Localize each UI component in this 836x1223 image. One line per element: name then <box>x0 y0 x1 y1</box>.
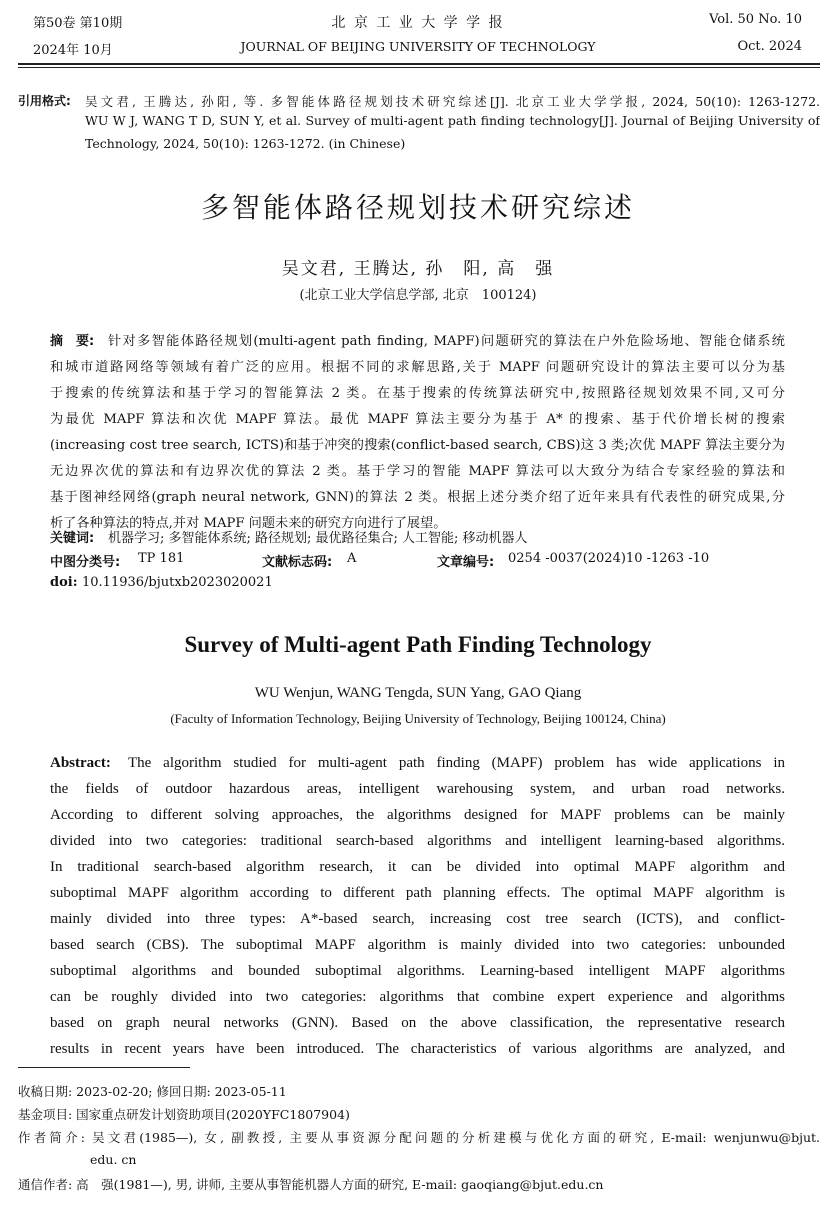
abstract-en-line: According to different solving approaches, the algorithms designed for MAPF problems can be mainly <box>50 807 785 823</box>
article-no-label: 文章编号: <box>437 555 495 570</box>
abstract-en-line: divided into two categories: traditional search-based algorithms and intelligent learning-based algorithms. <box>50 833 785 849</box>
corresponding-author: 通信作者: 高 强(1981—), 男, 讲师, 主要从事智能机器人方面的研究, E-mail: gaoqiang@bjut.edu.cn <box>18 1177 604 1192</box>
date-en: Oct. 2024 <box>737 39 802 54</box>
abstract-cn-line: 和城市道路网络等领域有着广泛的应用。根据不同的求解思路,关于 MAPF 问题研究设计的算法主要可以分为基 <box>50 360 785 375</box>
authors-en: WU Wenjun, WANG Tengda, SUN Yang, GAO Qiang <box>254 685 582 701</box>
article-no-value: 0254 -0037(2024)10 -1263 -10 <box>508 551 710 566</box>
author-bio-cont: edu. cn <box>90 1152 137 1167</box>
authors-cn: 吴文君, 王腾达, 孙 阳, 高 强 <box>281 259 555 279</box>
abstract-en-line: In traditional search-based algorithm research, it can be divided into optimal MAPF algorithm and <box>50 859 785 875</box>
abstract-cn-line: 无边界次优的算法和有边界次优的算法 2 类。基于学习的智能 MAPF 算法可以大致分为结合专家经验的算法和 <box>50 464 785 479</box>
journal-name-cn: 北 京 工 业 大 学 学 报 <box>331 15 505 31</box>
footnote-rule <box>18 1067 190 1068</box>
title-cn: 多智能体路径规划技术研究综述 <box>200 191 635 224</box>
date-cn: 2024年 10月 <box>33 43 113 58</box>
abstract-en-line: results in recent years have been introduced. The characteristics of various algorithms are analyzed, and <box>50 1041 785 1057</box>
title-en: Survey of Multi-agent Path Finding Technology <box>184 632 652 657</box>
keywords-cn: 机器学习; 多智能体系统; 路径规划; 最优路径集合; 人工智能; 移动机器人 <box>108 531 528 546</box>
clc-label: 中图分类号: <box>50 555 121 570</box>
affiliation-en: (Faculty of Information Technology, Beijing University of Technology, Beijing 100124, China) <box>170 711 666 726</box>
doi-label: doi: <box>50 575 78 590</box>
abstract-cn-line: (increasing cost tree search, ICTS)和基于冲突的搜索(conflict-based search, CBS)这 3 类;次优 MAPF 算法主要分为 <box>50 438 785 453</box>
clc-value: TP 181 <box>138 551 185 566</box>
header-rule <box>18 63 820 65</box>
abstract-en-line: the fields of outdoor hazardous areas, intelligent warehousing system, and urban road networks. <box>50 781 785 797</box>
abstract-en-line: The algorithm studied for multi-agent path finding (MAPF) problem has wide applications in <box>128 755 785 771</box>
keywords-cn-label: 关键词: <box>50 531 95 546</box>
abstract-cn-line: 析了各种算法的特点,并对 MAPF 问题未来的研究方向进行了展望。 <box>50 516 447 531</box>
abstract-en-label: Abstract: <box>50 755 111 771</box>
abstract-en-line: suboptimal MAPF algorithm according to different path planning effects. The optimal MAPF algorithm is <box>50 885 785 901</box>
fund: 基金项目: 国家重点研发计划资助项目(2020YFC1807904) <box>18 1107 350 1122</box>
affiliation-cn: (北京工业大学信息学部, 北京 100124) <box>299 288 537 303</box>
citation-label: 引用格式: <box>18 94 71 108</box>
abstract-cn-line: 于搜索的传统算法和基于学习的智能算法 2 类。在基于搜索的传统算法研究中,按照路径规划效果不同,又可分 <box>50 386 785 401</box>
abstract-cn-label: 摘 要: <box>50 334 95 349</box>
volume-issue-cn: 第50卷 第10期 <box>33 16 123 31</box>
abstract-en-line: suboptimal algorithms and bounded suboptimal algorithms. Learning-based intelligent MAPF algorithms <box>50 963 785 979</box>
citation-line: Technology, 2024, 50(10): 1263-1272. (in Chinese) <box>85 136 406 151</box>
header-rule-thin <box>18 67 820 68</box>
citation-line: 吴文君, 王腾达, 孙阳, 等. 多智能体路径规划技术研究综述[J]. 北京工业大学学报, 2024, 50(10): 1263-1272. <box>85 94 820 109</box>
author-bio: 作者简介: 吴文君(1985—), 女, 副教授, 主要从事资源分配问题的分析建模与优化方面的研究, E-mail: wenjunwu@bjut. <box>18 1130 820 1145</box>
abstract-en-line: based on graph neural networks (GNN). Based on the above classification, the representative research <box>50 1015 785 1031</box>
abstract-en-line: can be roughly divided into two categories: algorithms that combine expert experience and algorithms <box>50 989 785 1005</box>
abstract-cn-line: 为最优 MAPF 算法和次优 MAPF 算法。最优 MAPF 算法主要分为基于 A* 的搜索、基于代价增长树的搜索 <box>50 412 785 427</box>
citation-line: WU W J, WANG T D, SUN Y, et al. Survey of multi-agent path finding technology[J]. Journal of Beijing University of <box>85 113 820 128</box>
abstract-cn-line: 基于图神经网络(graph neural network, GNN)的算法 2 类。根据上述分类介绍了近年来具有代表性的研究成果,分 <box>50 490 785 505</box>
doc-code-label: 文献标志码: <box>262 555 333 570</box>
abstract-en-line: mainly divided into three types: A*-based search, increasing cost tree search (ICTS), and conflict- <box>50 911 785 927</box>
abstract-en-line: based search (CBS). The suboptimal MAPF algorithm is mainly divided into two categories: unbounded <box>50 937 785 953</box>
volume-issue-en: Vol. 50 No. 10 <box>709 12 802 27</box>
abstract-cn-line: 针对多智能体路径规划(multi-agent path finding, MAPF)问题研究的算法在户外危险场地、智能仓储系统 <box>108 334 785 349</box>
doc-code-value: A <box>347 551 357 566</box>
doi-value: 10.11936/bjutxb2023020021 <box>82 575 273 590</box>
journal-name-en: JOURNAL OF BEIJING UNIVERSITY OF TECHNOLOGY <box>240 39 596 54</box>
received-date: 收稿日期: 2023-02-20; 修回日期: 2023-05-11 <box>18 1084 287 1099</box>
